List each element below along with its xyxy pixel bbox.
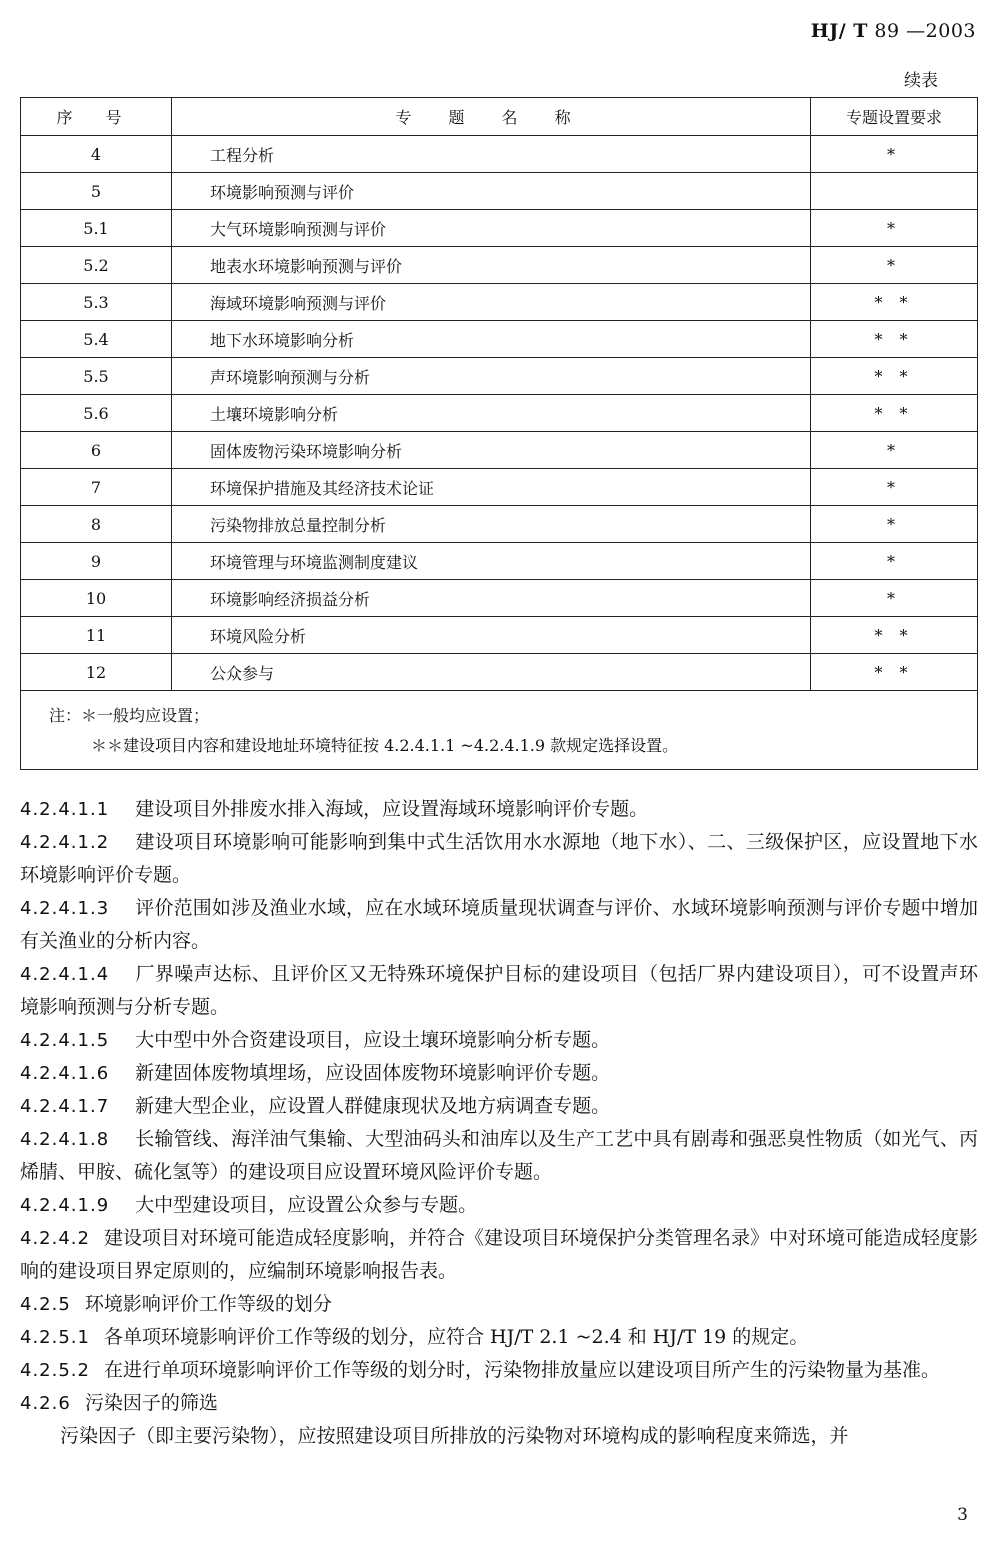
clause-text: 污染因子（即主要污染物），应按照建设项目所排放的污染物对环境构成的影响程度来筛选，并 — [60, 1425, 849, 1447]
row-topic-name: 海域环境影响预测与评价 — [172, 284, 811, 321]
row-topic-name: 环境风险分析 — [172, 617, 811, 654]
row-requirement: * — [811, 210, 978, 247]
standard-code-number: 89 —2003 — [867, 20, 976, 42]
table-row — [21, 580, 978, 617]
clause-text: 在进行单项环境影响评价工作等级的划分时，污染物排放量应以建设项目所产生的污染物量为基准。 — [103, 1359, 940, 1381]
clause-text: 大中型中外合资建设项目，应设土壤环境影响分析专题。 — [135, 1029, 611, 1051]
clause-text: 新建固体废物填埋场，应设固体废物环境影响评价专题。 — [135, 1062, 611, 1084]
note-line-2: ＊＊建设项目内容和建设地址环境特征按 4.2.4.1.1 ~4.2.4.1.9 款规定选择设置。 — [91, 736, 679, 755]
clause-paragraph — [20, 1354, 978, 1387]
row-number: 10 — [21, 580, 172, 617]
row-topic-name: 环境保护措施及其经济技术论证 — [172, 469, 811, 506]
clause-text: 各单项环境影响评价工作等级的划分，应符合 HJ/T 2.1 ~2.4 和 HJ/T 19 的规定。 — [103, 1326, 809, 1348]
row-number: 11 — [21, 617, 172, 654]
row-number: 5.4 — [21, 321, 172, 358]
row-topic-name: 环境影响预测与评价 — [172, 173, 811, 210]
clause-number: 4.2.4.1.1 — [20, 799, 110, 820]
clause-paragraph — [20, 1321, 978, 1354]
row-number: 5.6 — [21, 395, 172, 432]
row-number: 5.3 — [21, 284, 172, 321]
row-number: 9 — [21, 543, 172, 580]
row-requirement: * — [811, 136, 978, 173]
row-topic-name: 地表水环境影响预测与评价 — [172, 247, 811, 284]
clause-number: 4.2.4.2 — [20, 1228, 90, 1249]
clause-text: 评价范围如涉及渔业水域，应在水域环境质量现状调查与评价、水域环境影响预测与评价专题中增加有关渔业的分析内容。 — [20, 897, 978, 952]
clause-number: 4.2.4.1.3 — [20, 898, 110, 919]
row-requirement: * * — [811, 321, 978, 358]
row-number: 5 — [21, 173, 172, 210]
row-topic-name: 环境管理与环境监测制度建议 — [172, 543, 811, 580]
clause-paragraph — [20, 1024, 978, 1057]
row-number: 8 — [21, 506, 172, 543]
row-topic-name: 环境影响经济损益分析 — [172, 580, 811, 617]
note-line-1: 注：＊一般均应设置； — [49, 706, 210, 725]
row-requirement: * * — [811, 284, 978, 321]
header-number: 序 号 — [21, 98, 172, 136]
row-topic-name: 大气环境影响预测与评价 — [172, 210, 811, 247]
clause-text: 建设项目外排废水排入海域，应设置海域环境影响评价专题。 — [135, 798, 649, 820]
table-row — [21, 506, 978, 543]
row-requirement: * — [811, 543, 978, 580]
row-topic-name: 土壤环境影响分析 — [172, 395, 811, 432]
row-requirement: * * — [811, 358, 978, 395]
clause-number: 4.2.5.2 — [20, 1360, 90, 1381]
row-requirement: * — [811, 469, 978, 506]
table-row — [21, 432, 978, 469]
page-number: 3 — [957, 1505, 968, 1525]
table-row — [21, 654, 978, 691]
clause-number: 4.2.4.1.4 — [20, 964, 110, 985]
header-topic-name: 专 题 名 称 — [172, 98, 811, 136]
table-row — [21, 395, 978, 432]
clause-number: 4.2.4.1.6 — [20, 1063, 110, 1084]
clause-paragraph — [20, 793, 978, 826]
standard-code-prefix: HJ/ T — [810, 20, 868, 42]
standard-code — [811, 20, 976, 42]
row-requirement: * — [811, 580, 978, 617]
clause-paragraph — [20, 826, 978, 892]
clause-text: 新建大型企业，应设置人群健康现状及地方病调查专题。 — [135, 1095, 611, 1117]
row-topic-name: 污染物排放总量控制分析 — [172, 506, 811, 543]
row-number: 7 — [21, 469, 172, 506]
row-topic-name: 声环境影响预测与分析 — [172, 358, 811, 395]
clause-paragraph — [20, 1420, 978, 1453]
row-requirement: * — [811, 432, 978, 469]
table-body — [21, 136, 978, 691]
row-requirement: * — [811, 506, 978, 543]
clause-paragraph — [20, 1387, 978, 1420]
table-continued-label: 续表 — [904, 71, 938, 91]
table-row — [21, 247, 978, 284]
row-topic-name: 地下水环境影响分析 — [172, 321, 811, 358]
table-notes — [21, 691, 978, 770]
table-notes-row — [21, 691, 978, 770]
clause-text: 建设项目环境影响可能影响到集中式生活饮用水水源地（地下水）、二、三级保护区，应设置地下水环境影响评价专题。 — [20, 831, 978, 886]
table-header-row — [21, 98, 978, 136]
clause-paragraph — [20, 958, 978, 1024]
clause-paragraph — [20, 892, 978, 958]
table-row — [21, 358, 978, 395]
topic-table — [20, 97, 978, 770]
clause-paragraph — [20, 1189, 978, 1222]
table-row — [21, 284, 978, 321]
clause-text: 建设项目对环境可能造成轻度影响，并符合《建设项目环境保护分类管理名录》中对环境可能造成轻度影响的建设项目界定原则的，应编制环境影响报告表。 — [20, 1227, 978, 1282]
row-requirement: * * — [811, 617, 978, 654]
table-row — [21, 136, 978, 173]
clause-number: 4.2.4.1.7 — [20, 1096, 110, 1117]
clause-text: 污染因子的筛选 — [84, 1392, 218, 1414]
row-topic-name: 公众参与 — [172, 654, 811, 691]
row-number: 4 — [21, 136, 172, 173]
table-row — [21, 173, 978, 210]
clause-number: 4.2.4.1.8 — [20, 1129, 110, 1150]
row-topic-name: 工程分析 — [172, 136, 811, 173]
clause-paragraph — [20, 1288, 978, 1321]
clause-number: 4.2.5 — [20, 1294, 71, 1315]
clause-paragraph — [20, 1222, 978, 1288]
clause-number: 4.2.4.1.9 — [20, 1195, 110, 1216]
row-number: 5.5 — [21, 358, 172, 395]
row-requirement: * * — [811, 395, 978, 432]
table-row — [21, 321, 978, 358]
clause-number: 4.2.4.1.2 — [20, 832, 110, 853]
clause-text: 长输管线、海洋油气集输、大型油码头和油库以及生产工艺中具有剧毒和强恶臭性物质（如光气、丙烯腈、甲胺、硫化氢等）的建设项目应设置环境风险评价专题。 — [20, 1128, 978, 1183]
table-row — [21, 543, 978, 580]
clause-text: 大中型建设项目，应设置公众参与专题。 — [135, 1194, 478, 1216]
clause-paragraph — [20, 1090, 978, 1123]
clause-text: 环境影响评价工作等级的划分 — [84, 1293, 332, 1315]
row-topic-name: 固体废物污染环境影响分析 — [172, 432, 811, 469]
header-requirement: 专题设置要求 — [811, 98, 978, 136]
row-requirement — [811, 173, 978, 210]
clause-number: 4.2.6 — [20, 1393, 71, 1414]
row-requirement: * — [811, 247, 978, 284]
clause-paragraph — [20, 1057, 978, 1090]
table-row — [21, 469, 978, 506]
table-row — [21, 210, 978, 247]
clause-number: 4.2.5.1 — [20, 1327, 90, 1348]
clause-text: 厂界噪声达标、且评价区又无特殊环境保护目标的建设项目（包括厂界内建设项目），可不设置声环境影响预测与分析专题。 — [20, 963, 978, 1018]
table-row — [21, 617, 978, 654]
row-number: 5.2 — [21, 247, 172, 284]
clause-number: 4.2.4.1.5 — [20, 1030, 110, 1051]
row-requirement: * * — [811, 654, 978, 691]
body-text — [20, 793, 978, 1453]
clause-paragraph — [20, 1123, 978, 1189]
row-number: 12 — [21, 654, 172, 691]
row-number: 5.1 — [21, 210, 172, 247]
row-number: 6 — [21, 432, 172, 469]
